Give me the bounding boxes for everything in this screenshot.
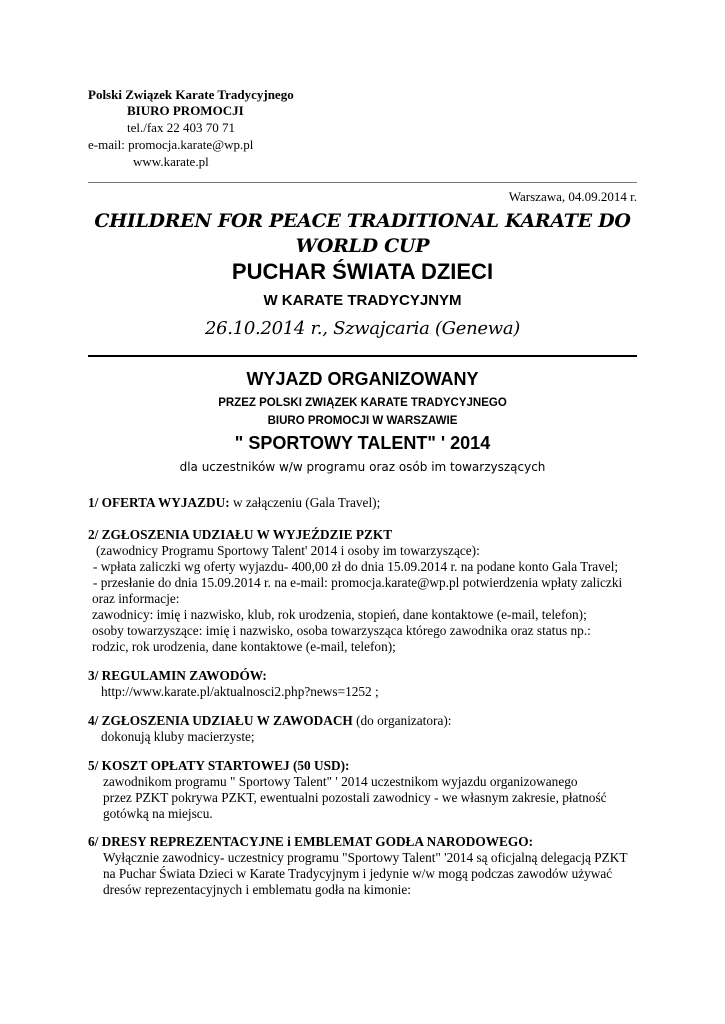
section-entry-fee-heading: 5/ KOSZT OPŁATY STARTOWEJ (50 USD): (88, 758, 350, 773)
section-trip-registration-line: (zawodnicy Programu Sportowy Talent' 2014 i osoby im towarzyszące): (96, 543, 480, 558)
title-polish-line1: PUCHAR ŚWIATA DZIECI (231, 259, 494, 284)
event-date-place: 26.10.2014 r., Szwajcaria (Genewa) (205, 318, 520, 339)
office-name: BIURO PROMOCJI (127, 103, 244, 118)
section-trip-registration-line: oraz informacje: (92, 591, 180, 606)
section-competition-registration (88, 713, 451, 729)
section-trip-registration-line: osoby towarzyszące: imię i nazwisko, osoba towarzysząca którego zawodnika oraz status np.: (92, 623, 591, 638)
section-rules-heading: 3/ REGULAMIN ZAWODÓW: (88, 668, 267, 683)
rules-link[interactable]: http://www.karate.pl/aktualnosci2.php?news=1252 ; (101, 684, 379, 699)
website: www.karate.pl (133, 154, 209, 169)
phone-fax: tel./fax 22 403 70 71 (127, 120, 235, 135)
section-competition-registration-line: dokonują kluby macierzyste; (101, 729, 255, 744)
header-divider (88, 182, 637, 183)
section-entry-fee-line: gotówką na miejscu. (103, 806, 213, 821)
section-uniforms-heading: 6/ DRESY REPREZENTACYJNE i EMBLEMAT GODŁA NARODOWEGO: (88, 834, 533, 849)
title-english-line1: CHILDREN FOR PEACE TRADITIONAL KARATE DO (94, 210, 631, 232)
section-uniforms-line: dresów reprezentacyjnych i emblematu godła na kimonie: (103, 882, 411, 897)
section-trip-registration-line: - wpłata zaliczki wg oferty wyjazdu- 400,00 zł do dnia 15.09.2014 r. na podane konto Gala Travel; (93, 559, 619, 574)
title-divider (88, 355, 637, 357)
title-polish-line2: W KARATE TRADYCYJNYM (263, 292, 462, 309)
section-uniforms-line: na Puchar Świata Dzieci w Karate Tradycyjnym i jedynie w/w mogą podczas zawodów używać (103, 866, 613, 881)
subtitle-office: BIURO PROMOCJI W WARSZAWIE (267, 415, 458, 427)
section-offer-heading: 1/ OFERTA WYJAZDU: (88, 495, 230, 510)
section-offer-text: w załączeniu (Gala Travel); (229, 495, 381, 510)
subtitle-audience: dla uczestników w/w programu oraz osób im towarzyszących (179, 460, 546, 474)
org-name: Polski Związek Karate Tradycyjnego (88, 87, 294, 102)
title-english-line2: WORLD CUP (295, 235, 430, 257)
section-trip-registration-line: - przesłanie do dnia 15.09.2014 r. na e-mail: promocja.karate@wp.pl potwierdzenia wpłaty zaliczki (93, 575, 623, 590)
section-trip-registration-line: zawodnicy: imię i nazwisko, klub, rok urodzenia, stopień, dane kontaktowe (e-mail, telefon); (92, 607, 587, 622)
section-entry-fee-line: przez PZKT pokrywa PZKT, ewentualni pozostali zawodnicy - we własnym zakresie, płatność (103, 790, 607, 805)
subtitle-program: " SPORTOWY TALENT" ' 2014 (234, 433, 491, 453)
section-competition-registration-note: (do organizatora): (352, 713, 452, 728)
subtitle-organizer: PRZEZ POLSKI ZWIĄZEK KARATE TRADYCYJNEGO (218, 397, 507, 409)
place-date: Warszawa, 04.09.2014 r. (508, 189, 637, 204)
section-entry-fee-line: zawodnikom programu " Sportowy Talent" ' 2014 uczestnikom wyjazdu organizowanego (103, 774, 578, 789)
subtitle-trip: WYJAZD ORGANIZOWANY (246, 369, 479, 389)
section-competition-registration-heading: 4/ ZGŁOSZENIA UDZIAŁU W ZAWODACH (88, 713, 353, 728)
section-uniforms-line: Wyłącznie zawodnicy- uczestnicy programu "Sportowy Talent" '2014 są oficjalną delegacją PZKT (103, 850, 628, 865)
section-trip-registration-line: rodzic, rok urodzenia, dane kontaktowe (e-mail, telefon); (92, 639, 396, 654)
section-trip-registration-heading: 2/ ZGŁOSZENIA UDZIAŁU W WYJEŹDZIE PZKT (88, 527, 393, 542)
email: e-mail: promocja.karate@wp.pl (88, 137, 254, 152)
section-offer (88, 495, 380, 511)
